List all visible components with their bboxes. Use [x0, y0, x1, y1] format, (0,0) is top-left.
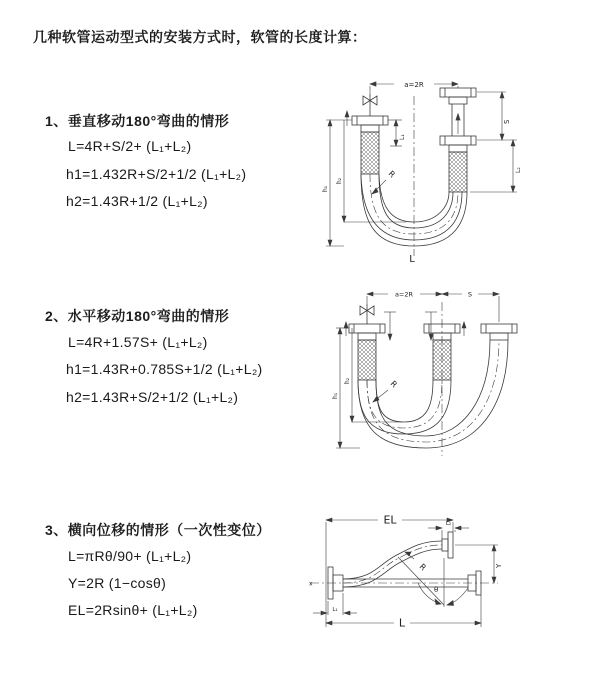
dim-label-s: S	[467, 290, 473, 299]
section-3-heading	[45, 520, 271, 540]
section-1-formula-L: L=4R+S/2+ (L₁+L₂)	[68, 138, 192, 154]
dim-label-h1: h₁	[322, 185, 329, 192]
diagram-2-horizontal-180-bend	[302, 282, 592, 462]
dim-l1	[388, 120, 402, 146]
section-2-formula-h1: h1=1.43R+0.785S+1/2 (L₁+L₂)	[66, 361, 263, 377]
left-flange	[352, 116, 388, 174]
section-2-heading	[45, 306, 229, 326]
dim-h1	[336, 328, 360, 448]
leader-r	[373, 390, 388, 402]
angle-theta-construction	[398, 557, 468, 607]
dim-label-h2: h₂	[336, 177, 343, 184]
section-1-title: 垂直移动180°弯曲的情形	[67, 113, 230, 129]
dim-y	[455, 545, 498, 583]
dim-label-a2r: a=2R	[404, 81, 424, 89]
centerline-x-mark: x	[309, 580, 313, 588]
diagram-3-lateral-displacement	[298, 495, 598, 660]
valve-icon	[360, 304, 374, 324]
section-2-formula-h2: h2=1.43R+S/2+1/2 (L₁+L₂)	[66, 389, 239, 405]
section-2-formula-L: L=4R+1.57S+ (L₁+L₂)	[68, 334, 208, 350]
movement-arrow-left	[345, 111, 349, 126]
section-3-number: 3、	[45, 522, 68, 538]
section-3-formula-EL: EL=2Rsinθ+ (L₁+L₂)	[68, 602, 198, 618]
label-radius-r: R	[417, 562, 428, 573]
section-3-formula-Y: Y=2R (1−cosθ)	[68, 575, 167, 591]
movement-arrows	[344, 312, 466, 340]
label-theta: θ	[434, 586, 439, 594]
right-flange	[481, 324, 517, 340]
dim-l2	[428, 526, 469, 539]
braid-section	[361, 132, 379, 174]
diagram-1-vertical-180-bend	[300, 70, 580, 265]
section-3-formula-L: L=πRθ/90+ (L₁+L₂)	[68, 548, 192, 564]
label-radius-r: R	[388, 379, 399, 390]
section-3-title: 横向位移的情形（一次性变位）	[67, 522, 271, 538]
label-length-l: L	[409, 254, 415, 265]
dim-s	[477, 92, 517, 140]
section-1-heading	[45, 111, 229, 131]
dim-label-h2: h₂	[344, 377, 351, 384]
dim-label-s: S	[503, 119, 511, 124]
dim-label-el: EL	[383, 513, 397, 527]
dim-label-l2: L₂	[445, 521, 452, 527]
dim-label-l1: L₁	[399, 134, 406, 140]
section-2-number: 2、	[45, 308, 68, 324]
valve-icon	[363, 94, 377, 116]
dim-l2	[470, 140, 517, 192]
dim-label-l1: L₁	[332, 607, 338, 613]
braid-section	[358, 340, 376, 380]
label-radius-r: R	[386, 169, 397, 180]
braid-section	[449, 152, 467, 192]
dim-label-h1: h₁	[332, 392, 339, 399]
section-2-title: 水平移动180°弯曲的情形	[67, 308, 230, 324]
page-title: 几种软管运动型式的安装方式时，软管的长度计算：	[33, 29, 367, 45]
left-flange	[349, 324, 385, 380]
dim-label-l: L	[398, 616, 406, 630]
dim-label-l2: L₂	[515, 167, 522, 173]
raised-flange	[442, 532, 453, 558]
braid-section	[433, 340, 451, 380]
section-1-formula-h2: h2=1.43R+1/2 (L₁+L₂)	[66, 193, 208, 209]
section-1-formula-h1: h1=1.432R+S/2+1/2 (L₁+L₂)	[66, 166, 247, 182]
dim-label-a2r: a=2R	[394, 290, 414, 299]
section-1-number: 1、	[45, 113, 68, 129]
right-riser	[440, 88, 476, 192]
dim-label-y: Y	[495, 563, 503, 568]
dim-el	[326, 518, 453, 627]
hose-position-a	[358, 380, 451, 434]
